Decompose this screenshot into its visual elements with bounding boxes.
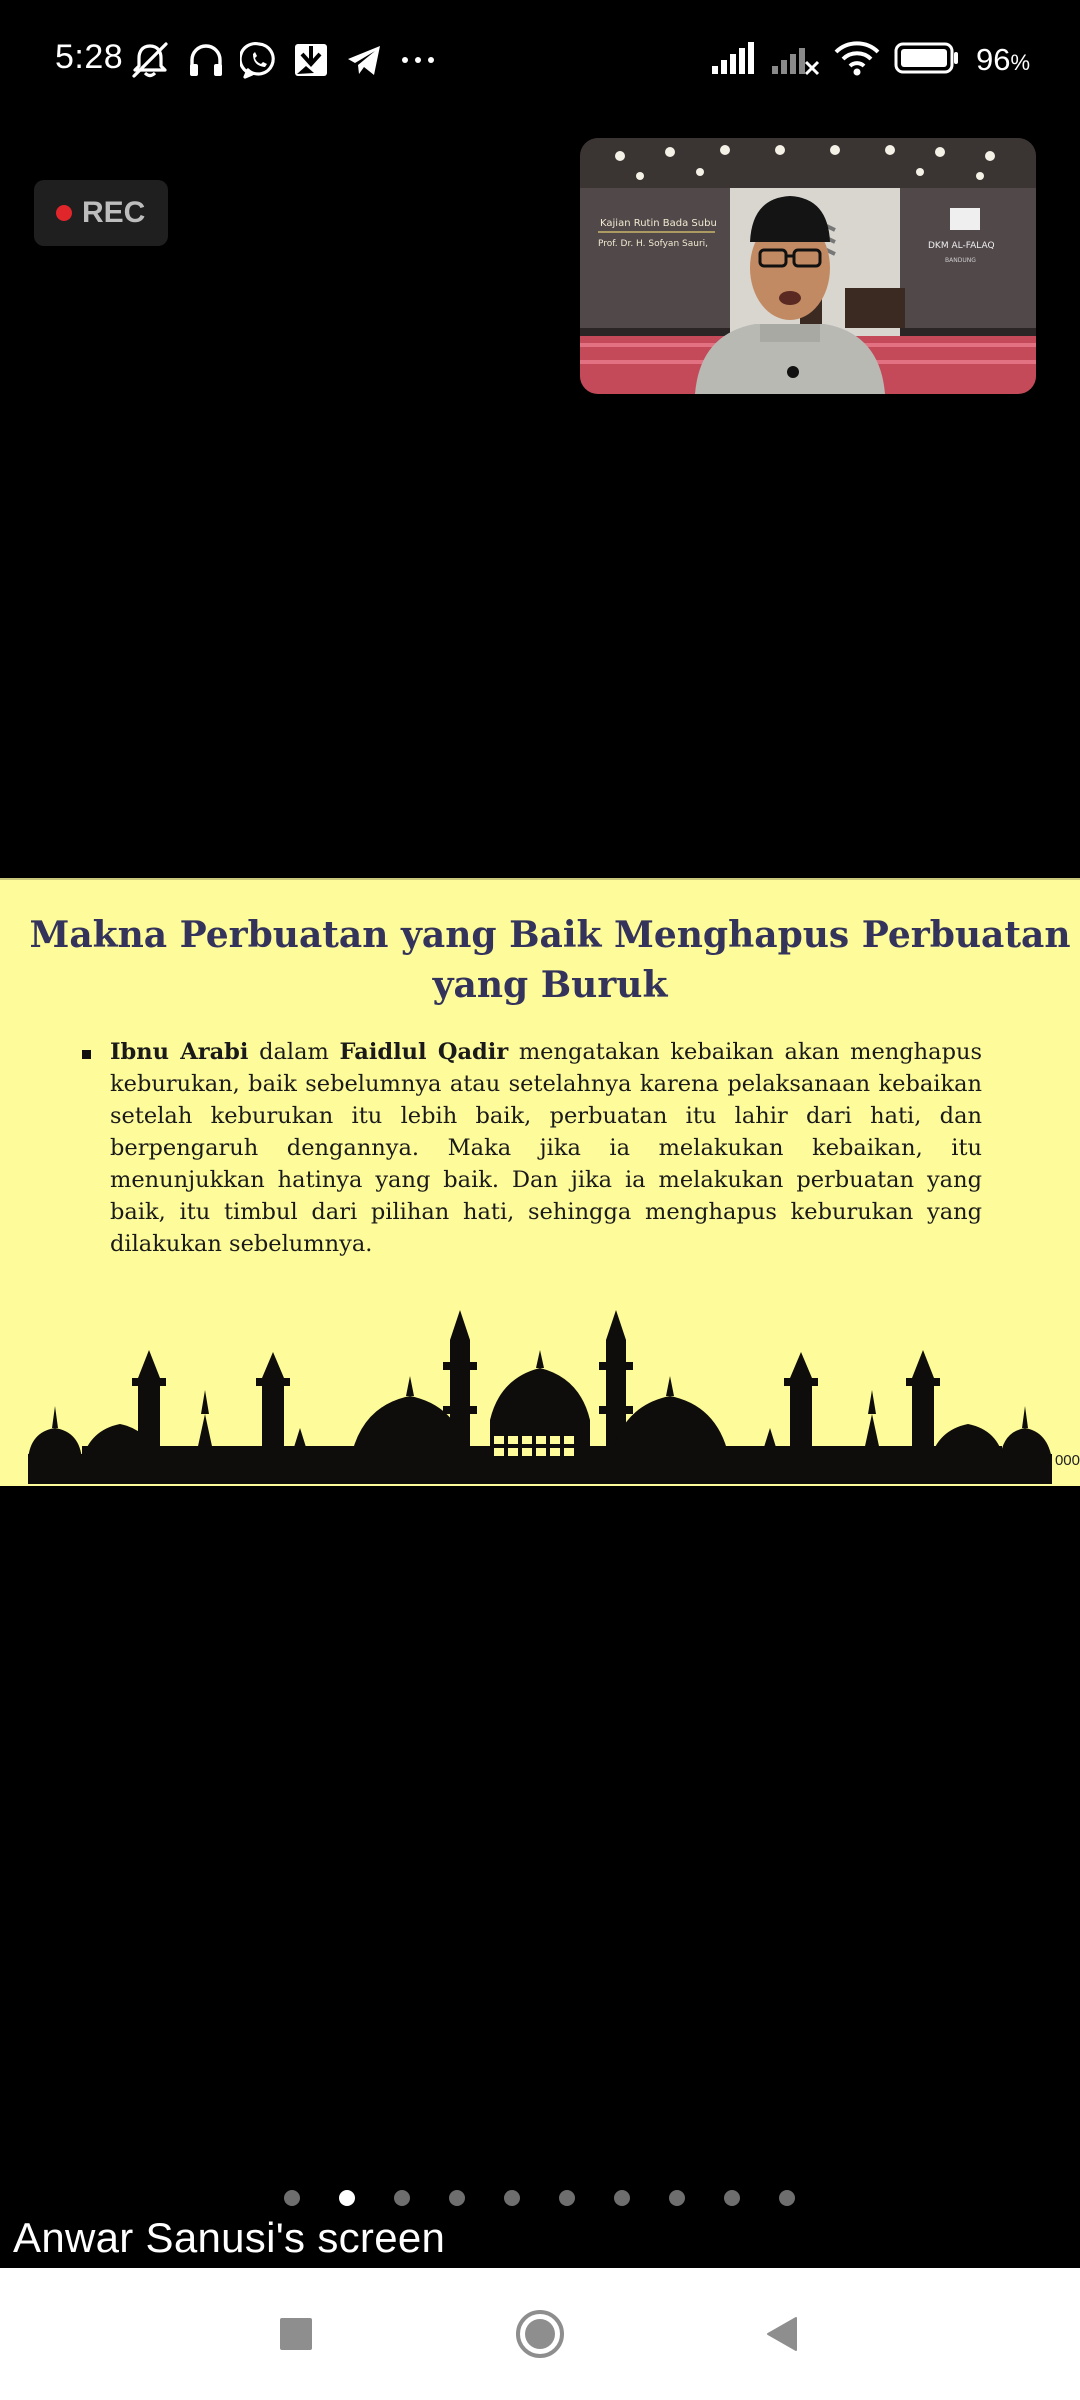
slide-title: Makna Perbuatan yang Baik Menghapus Perbuatan yang Buruk <box>29 914 1071 1006</box>
record-dot-icon <box>56 205 72 221</box>
system-icons <box>710 40 1030 80</box>
page-dot[interactable] <box>339 2190 355 2206</box>
headphones-icon <box>186 40 226 80</box>
wifi-icon <box>834 40 880 81</box>
page-dot[interactable] <box>779 2190 795 2206</box>
battery-icon <box>894 41 960 80</box>
video-banner-title: Kajian Rutin Bada Subu <box>600 218 717 229</box>
battery-percent: 96% <box>975 42 1030 77</box>
home-circle-icon <box>514 2308 566 2360</box>
shared-slide[interactable] <box>0 878 1080 1486</box>
recording-indicator[interactable] <box>34 180 168 246</box>
more-dots-icon <box>398 40 438 80</box>
mosque-logo-sub: BANDUNG <box>945 257 976 264</box>
mosque-silhouette-image <box>0 1310 1080 1486</box>
page-dot[interactable] <box>394 2190 410 2206</box>
status-bar <box>0 0 1080 120</box>
bullet-marker-icon <box>82 1050 91 1059</box>
recents-button[interactable] <box>236 2268 356 2400</box>
page-dot[interactable] <box>669 2190 685 2206</box>
gallery-download-icon <box>292 40 330 80</box>
status-time: 5:28 <box>55 38 124 76</box>
mute-icon <box>128 40 172 80</box>
signal-no-service-icon <box>770 40 820 81</box>
page-dot[interactable] <box>724 2190 740 2206</box>
slide-body-bold-2: Faidlul Qadir <box>339 1039 509 1065</box>
slide-footer-text: 000 <box>1054 1452 1080 1469</box>
mosque-logo-name: DKM AL-FALAQ <box>928 241 995 251</box>
recording-label: REC <box>82 196 146 229</box>
slide-body-text-2: mengatakan kebaikan akan menghapus keburukan, baik sebelumnya atau setelahnya karena pelaksanaan kebaikan setelah keburukan itu lebih baik, perbuatan itu lahir dari hati, dan berpengaruh dengannya. Maka jika ia melakukan kebaikan, itu menunjukkan hatinya yang baik. Dan jika ia melakukan perbuatan yang baik, itu timbul dari pilihan hati, sehingga menghapus keburukan yang dilakukan sebelumnya. <box>110 1039 983 1257</box>
signal-icon <box>710 40 756 81</box>
page-dot[interactable] <box>614 2190 630 2206</box>
page-dot[interactable] <box>284 2190 300 2206</box>
telegram-icon <box>344 40 384 80</box>
recents-square-icon <box>276 2314 316 2354</box>
page-indicator[interactable] <box>0 2190 1080 2210</box>
page-dot[interactable] <box>449 2190 465 2206</box>
home-button[interactable] <box>480 2268 600 2400</box>
slide-body-bold-1: Ibnu Arabi <box>110 1039 249 1065</box>
page-dot[interactable] <box>559 2190 575 2206</box>
video-banner-speaker: Prof. Dr. H. Sofyan Sauri, <box>598 239 708 249</box>
system-navigation-bar <box>0 2268 1080 2400</box>
page-dot[interactable] <box>504 2190 520 2206</box>
back-triangle-icon <box>762 2314 802 2354</box>
whatsapp-icon <box>240 40 278 80</box>
slide-body <box>110 1036 982 1260</box>
slide-body-text-1: dalam <box>248 1039 340 1065</box>
participant-video-thumbnail[interactable] <box>580 138 1036 394</box>
screen-share-owner-label: Anwar Sanusi's screen <box>13 2214 446 2261</box>
notification-icons <box>128 40 438 80</box>
back-button[interactable] <box>722 2268 842 2400</box>
